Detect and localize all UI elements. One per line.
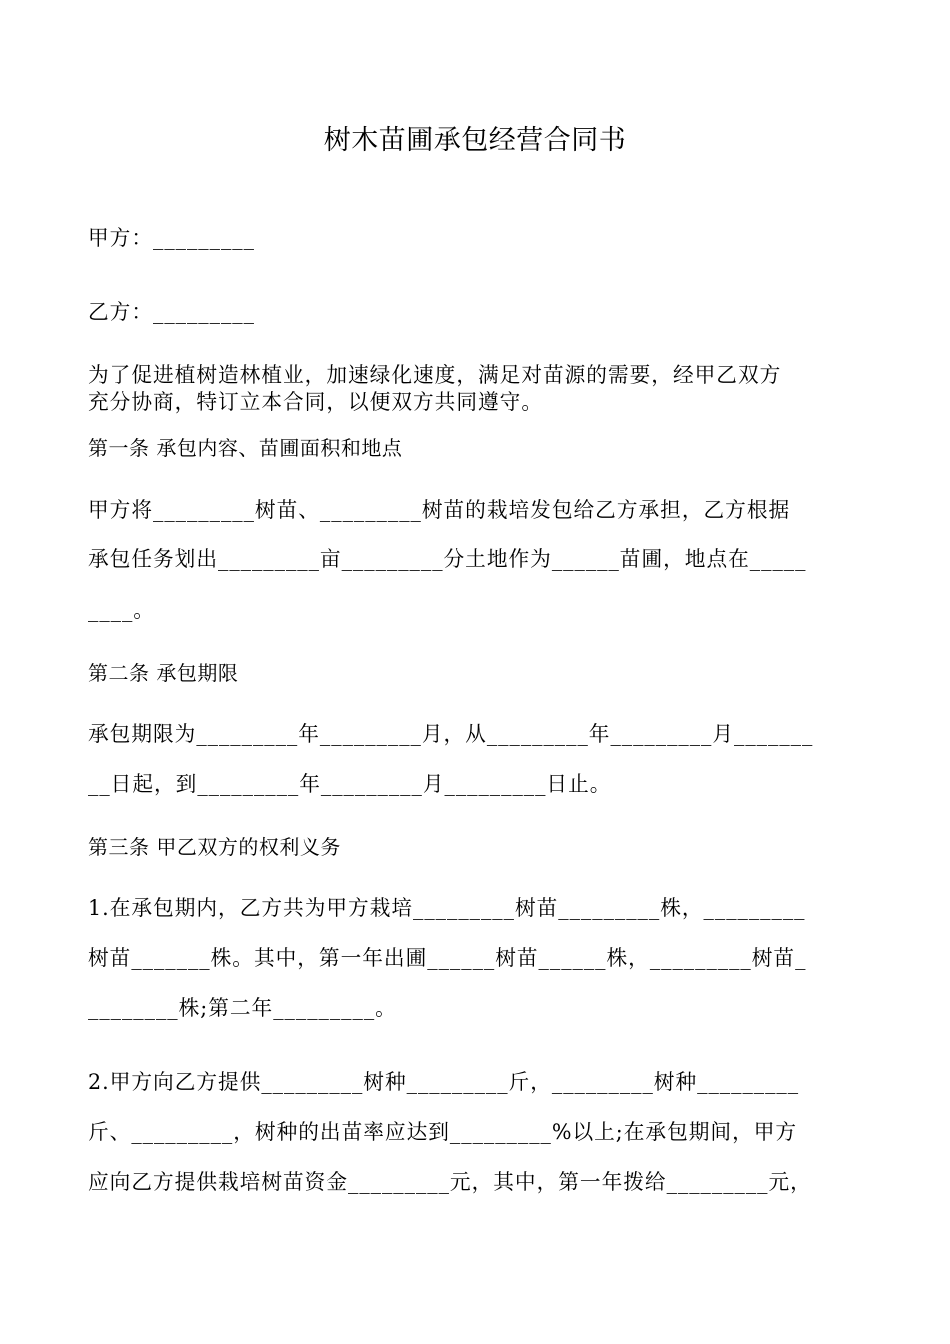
- article-1-line-1: 甲方将_________树苗、_________树苗的栽培发包给乙方承担，乙方根据: [88, 498, 791, 522]
- preamble-line-1: 为了促进植树造林植业，加速绿化速度，满足对苗源的需要，经甲乙双方: [88, 363, 782, 387]
- article-3-item-2-line-1: 2.甲方向乙方提供_________树种_________斤，_________树种_________: [88, 1070, 800, 1094]
- article-1-line-2: 承包任务划出_________亩_________分土地作为______苗圃，地点在_____: [88, 547, 807, 571]
- article-2-line-2: __日起，到_________年_________月_________日止。: [88, 772, 612, 796]
- article-1-line-3: ____。: [88, 598, 155, 622]
- article-3-heading: 第三条 甲乙双方的权利义务: [88, 835, 341, 859]
- party-a-line: 甲方：_________: [88, 226, 255, 250]
- article-2-line-1: 承包期限为_________年_________月，从_________年_________月_______: [88, 722, 814, 746]
- article-3-item-2-line-3: 应向乙方提供栽培树苗资金_________元，其中，第一年拨给_________元，: [88, 1170, 812, 1194]
- article-3-item-1-line-2: 树苗_______株。其中，第一年出圃______树苗______株，_________树苗_: [88, 946, 807, 970]
- article-3-item-1-line-1: 1.在承包期内，乙方共为甲方栽培_________树苗_________株，_________: [88, 896, 806, 920]
- article-1-heading: 第一条 承包内容、苗圃面积和地点: [88, 436, 403, 460]
- party-b-line: 乙方：_________: [88, 300, 255, 324]
- preamble-line-2: 充分协商，特订立本合同，以便双方共同遵守。: [88, 390, 543, 414]
- article-3-item-1-line-3: ________株;第二年_________。: [88, 996, 397, 1020]
- document-title: 树木苗圃承包经营合同书: [323, 125, 627, 156]
- article-3-item-2-line-2: 斤、_________，树种的出苗率应达到_________%以上;在承包期间，甲方: [88, 1120, 798, 1144]
- article-2-heading: 第二条 承包期限: [88, 661, 239, 685]
